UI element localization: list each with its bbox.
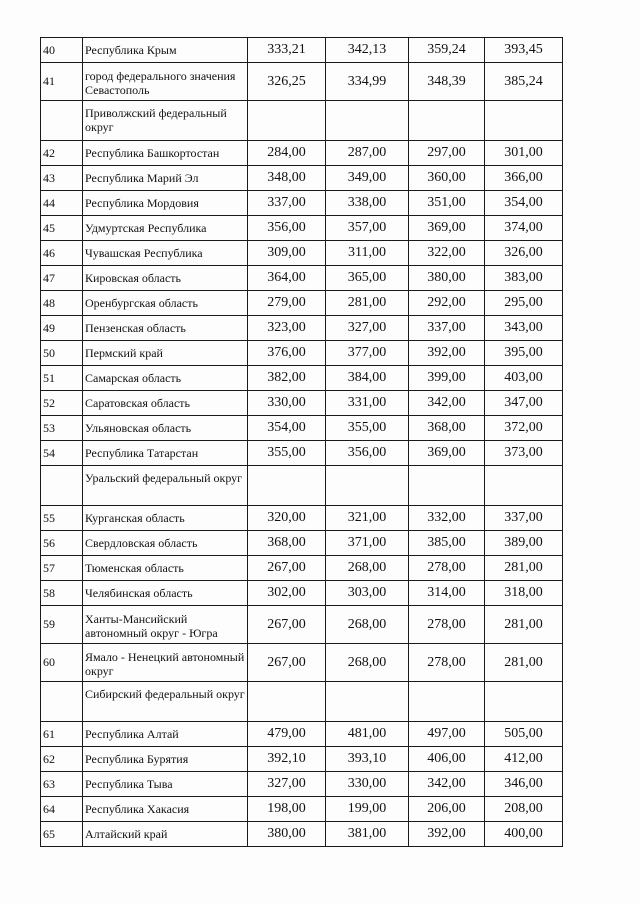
row-number-cell: 63 xyxy=(41,772,83,797)
value-cell-3: 348,39 xyxy=(409,63,485,101)
table-row xyxy=(41,581,563,606)
row-number-cell: 59 xyxy=(41,606,83,644)
table-row xyxy=(41,531,563,556)
table-row xyxy=(41,266,563,291)
table-row xyxy=(41,241,563,266)
tariff-table xyxy=(40,37,563,847)
row-number-cell: 40 xyxy=(41,38,83,63)
region-name-cell: Саратовская область xyxy=(83,391,248,416)
value-cell-1: 327,00 xyxy=(248,772,326,797)
value-cell-3: 369,00 xyxy=(409,216,485,241)
row-number-cell: 56 xyxy=(41,531,83,556)
row-number-cell: 64 xyxy=(41,797,83,822)
value-cell-2: 199,00 xyxy=(326,797,409,822)
table-row xyxy=(41,772,563,797)
value-cell-4: 281,00 xyxy=(485,606,563,644)
value-cell-2: 334,99 xyxy=(326,63,409,101)
value-cell-4: 354,00 xyxy=(485,191,563,216)
row-number-cell: 61 xyxy=(41,722,83,747)
value-cell-4: 347,00 xyxy=(485,391,563,416)
region-name-cell: Пензенская область xyxy=(83,316,248,341)
value-cell-1 xyxy=(248,101,326,141)
value-cell-3: 497,00 xyxy=(409,722,485,747)
value-cell-1: 198,00 xyxy=(248,797,326,822)
table-row xyxy=(41,391,563,416)
row-number-cell: 46 xyxy=(41,241,83,266)
value-cell-2: 268,00 xyxy=(326,644,409,682)
value-cell-1: 302,00 xyxy=(248,581,326,606)
row-number-cell xyxy=(41,101,83,141)
value-cell-4: 343,00 xyxy=(485,316,563,341)
value-cell-4: 318,00 xyxy=(485,581,563,606)
table-row xyxy=(41,822,563,847)
value-cell-4: 346,00 xyxy=(485,772,563,797)
value-cell-1: 320,00 xyxy=(248,506,326,531)
value-cell-4: 400,00 xyxy=(485,822,563,847)
value-cell-2 xyxy=(326,466,409,506)
value-cell-1: 479,00 xyxy=(248,722,326,747)
value-cell-3: 368,00 xyxy=(409,416,485,441)
value-cell-3: 297,00 xyxy=(409,141,485,166)
value-cell-4: 301,00 xyxy=(485,141,563,166)
value-cell-3: 380,00 xyxy=(409,266,485,291)
value-cell-1: 392,10 xyxy=(248,747,326,772)
table-row xyxy=(41,191,563,216)
value-cell-2: 349,00 xyxy=(326,166,409,191)
value-cell-1: 284,00 xyxy=(248,141,326,166)
row-number-cell: 58 xyxy=(41,581,83,606)
region-name-cell: Ханты-Мансийский автономный округ - Югра xyxy=(83,606,248,644)
value-cell-2: 287,00 xyxy=(326,141,409,166)
region-name-cell: Самарская область xyxy=(83,366,248,391)
region-name-cell: Свердловская область xyxy=(83,531,248,556)
region-name-cell: Пермский край xyxy=(83,341,248,366)
value-cell-3: 332,00 xyxy=(409,506,485,531)
region-name-cell: Алтайский край xyxy=(83,822,248,847)
value-cell-3: 369,00 xyxy=(409,441,485,466)
row-number-cell: 62 xyxy=(41,747,83,772)
row-number-cell: 53 xyxy=(41,416,83,441)
table-row xyxy=(41,506,563,531)
value-cell-3: 314,00 xyxy=(409,581,485,606)
value-cell-1 xyxy=(248,682,326,722)
table-row xyxy=(41,366,563,391)
value-cell-4: 385,24 xyxy=(485,63,563,101)
row-number-cell: 50 xyxy=(41,341,83,366)
value-cell-3 xyxy=(409,682,485,722)
region-name-cell: Кировская область xyxy=(83,266,248,291)
row-number-cell xyxy=(41,466,83,506)
table-body xyxy=(41,38,563,847)
value-cell-3: 360,00 xyxy=(409,166,485,191)
region-name-cell: Республика Башкортостан xyxy=(83,141,248,166)
value-cell-2: 338,00 xyxy=(326,191,409,216)
row-number-cell: 42 xyxy=(41,141,83,166)
value-cell-3: 292,00 xyxy=(409,291,485,316)
value-cell-3: 278,00 xyxy=(409,556,485,581)
table-row xyxy=(41,63,563,101)
value-cell-2: 356,00 xyxy=(326,441,409,466)
value-cell-1: 380,00 xyxy=(248,822,326,847)
row-number-cell: 41 xyxy=(41,63,83,101)
region-name-cell: Республика Крым xyxy=(83,38,248,63)
value-cell-4 xyxy=(485,101,563,141)
value-cell-3: 278,00 xyxy=(409,644,485,682)
region-name-cell: Приволжский федеральный округ xyxy=(83,101,248,141)
value-cell-2 xyxy=(326,101,409,141)
value-cell-3: 406,00 xyxy=(409,747,485,772)
region-name-cell: Республика Мордовия xyxy=(83,191,248,216)
value-cell-2: 384,00 xyxy=(326,366,409,391)
region-name-cell: Чувашская Республика xyxy=(83,241,248,266)
value-cell-3: 322,00 xyxy=(409,241,485,266)
value-cell-2: 342,13 xyxy=(326,38,409,63)
value-cell-2: 377,00 xyxy=(326,341,409,366)
value-cell-4: 395,00 xyxy=(485,341,563,366)
row-number-cell: 52 xyxy=(41,391,83,416)
value-cell-3 xyxy=(409,101,485,141)
region-name-cell: Уральский федеральный округ xyxy=(83,466,248,506)
value-cell-2: 311,00 xyxy=(326,241,409,266)
row-number-cell: 51 xyxy=(41,366,83,391)
value-cell-3: 337,00 xyxy=(409,316,485,341)
row-number-cell: 49 xyxy=(41,316,83,341)
value-cell-2: 371,00 xyxy=(326,531,409,556)
value-cell-4: 505,00 xyxy=(485,722,563,747)
region-name-cell: Республика Марий Эл xyxy=(83,166,248,191)
row-number-cell: 44 xyxy=(41,191,83,216)
value-cell-2: 268,00 xyxy=(326,556,409,581)
value-cell-1: 330,00 xyxy=(248,391,326,416)
value-cell-3: 392,00 xyxy=(409,341,485,366)
value-cell-4: 372,00 xyxy=(485,416,563,441)
region-name-cell: Удмуртская Республика xyxy=(83,216,248,241)
table-row xyxy=(41,606,563,644)
table-row xyxy=(41,644,563,682)
row-number-cell xyxy=(41,682,83,722)
region-name-cell: город федерального значения Севастополь xyxy=(83,63,248,101)
district-header-row xyxy=(41,101,563,141)
value-cell-2: 331,00 xyxy=(326,391,409,416)
value-cell-4: 383,00 xyxy=(485,266,563,291)
row-number-cell: 55 xyxy=(41,506,83,531)
region-name-cell: Ульяновская область xyxy=(83,416,248,441)
region-name-cell: Республика Бурятия xyxy=(83,747,248,772)
value-cell-1: 309,00 xyxy=(248,241,326,266)
value-cell-4 xyxy=(485,682,563,722)
table-row xyxy=(41,216,563,241)
region-name-cell: Тюменская область xyxy=(83,556,248,581)
value-cell-4: 412,00 xyxy=(485,747,563,772)
value-cell-4: 389,00 xyxy=(485,531,563,556)
value-cell-2: 330,00 xyxy=(326,772,409,797)
value-cell-2: 357,00 xyxy=(326,216,409,241)
table-row xyxy=(41,291,563,316)
table-row xyxy=(41,441,563,466)
value-cell-4: 373,00 xyxy=(485,441,563,466)
value-cell-1: 356,00 xyxy=(248,216,326,241)
value-cell-3: 342,00 xyxy=(409,772,485,797)
value-cell-1: 364,00 xyxy=(248,266,326,291)
value-cell-4: 366,00 xyxy=(485,166,563,191)
value-cell-2: 481,00 xyxy=(326,722,409,747)
region-name-cell: Сибирский федеральный округ xyxy=(83,682,248,722)
table-row xyxy=(41,38,563,63)
value-cell-1: 368,00 xyxy=(248,531,326,556)
row-number-cell: 48 xyxy=(41,291,83,316)
value-cell-3: 399,00 xyxy=(409,366,485,391)
value-cell-1: 382,00 xyxy=(248,366,326,391)
region-name-cell: Республика Алтай xyxy=(83,722,248,747)
value-cell-3: 342,00 xyxy=(409,391,485,416)
value-cell-2: 303,00 xyxy=(326,581,409,606)
district-header-row xyxy=(41,682,563,722)
value-cell-1: 354,00 xyxy=(248,416,326,441)
value-cell-1: 376,00 xyxy=(248,341,326,366)
region-name-cell: Ямало - Ненецкий автономный округ xyxy=(83,644,248,682)
row-number-cell: 65 xyxy=(41,822,83,847)
region-name-cell: Оренбургская область xyxy=(83,291,248,316)
table-row xyxy=(41,416,563,441)
value-cell-2: 281,00 xyxy=(326,291,409,316)
district-header-row xyxy=(41,466,563,506)
value-cell-1: 267,00 xyxy=(248,606,326,644)
value-cell-1: 323,00 xyxy=(248,316,326,341)
table-row xyxy=(41,341,563,366)
value-cell-2: 355,00 xyxy=(326,416,409,441)
value-cell-4: 208,00 xyxy=(485,797,563,822)
value-cell-3: 385,00 xyxy=(409,531,485,556)
row-number-cell: 47 xyxy=(41,266,83,291)
value-cell-2: 393,10 xyxy=(326,747,409,772)
region-name-cell: Республика Тыва xyxy=(83,772,248,797)
row-number-cell: 57 xyxy=(41,556,83,581)
value-cell-1: 355,00 xyxy=(248,441,326,466)
value-cell-4: 393,45 xyxy=(485,38,563,63)
table-row xyxy=(41,141,563,166)
value-cell-3: 392,00 xyxy=(409,822,485,847)
table-row xyxy=(41,747,563,772)
value-cell-1: 337,00 xyxy=(248,191,326,216)
table-row xyxy=(41,166,563,191)
value-cell-3: 351,00 xyxy=(409,191,485,216)
value-cell-3: 206,00 xyxy=(409,797,485,822)
value-cell-4: 403,00 xyxy=(485,366,563,391)
value-cell-4: 295,00 xyxy=(485,291,563,316)
value-cell-2: 268,00 xyxy=(326,606,409,644)
value-cell-1: 267,00 xyxy=(248,644,326,682)
value-cell-3: 359,24 xyxy=(409,38,485,63)
value-cell-4: 337,00 xyxy=(485,506,563,531)
value-cell-3 xyxy=(409,466,485,506)
value-cell-4 xyxy=(485,466,563,506)
table-row xyxy=(41,316,563,341)
value-cell-1: 333,21 xyxy=(248,38,326,63)
value-cell-2 xyxy=(326,682,409,722)
value-cell-1: 267,00 xyxy=(248,556,326,581)
value-cell-2: 381,00 xyxy=(326,822,409,847)
value-cell-1: 348,00 xyxy=(248,166,326,191)
table-row xyxy=(41,722,563,747)
row-number-cell: 43 xyxy=(41,166,83,191)
region-name-cell: Курганская область xyxy=(83,506,248,531)
value-cell-4: 326,00 xyxy=(485,241,563,266)
value-cell-2: 365,00 xyxy=(326,266,409,291)
region-name-cell: Челябинская область xyxy=(83,581,248,606)
table-row xyxy=(41,797,563,822)
value-cell-4: 374,00 xyxy=(485,216,563,241)
value-cell-1: 279,00 xyxy=(248,291,326,316)
value-cell-3: 278,00 xyxy=(409,606,485,644)
region-name-cell: Республика Хакасия xyxy=(83,797,248,822)
row-number-cell: 54 xyxy=(41,441,83,466)
value-cell-1: 326,25 xyxy=(248,63,326,101)
value-cell-2: 321,00 xyxy=(326,506,409,531)
table-row xyxy=(41,556,563,581)
row-number-cell: 60 xyxy=(41,644,83,682)
value-cell-1 xyxy=(248,466,326,506)
value-cell-2: 327,00 xyxy=(326,316,409,341)
row-number-cell: 45 xyxy=(41,216,83,241)
value-cell-4: 281,00 xyxy=(485,556,563,581)
region-name-cell: Республика Татарстан xyxy=(83,441,248,466)
value-cell-4: 281,00 xyxy=(485,644,563,682)
